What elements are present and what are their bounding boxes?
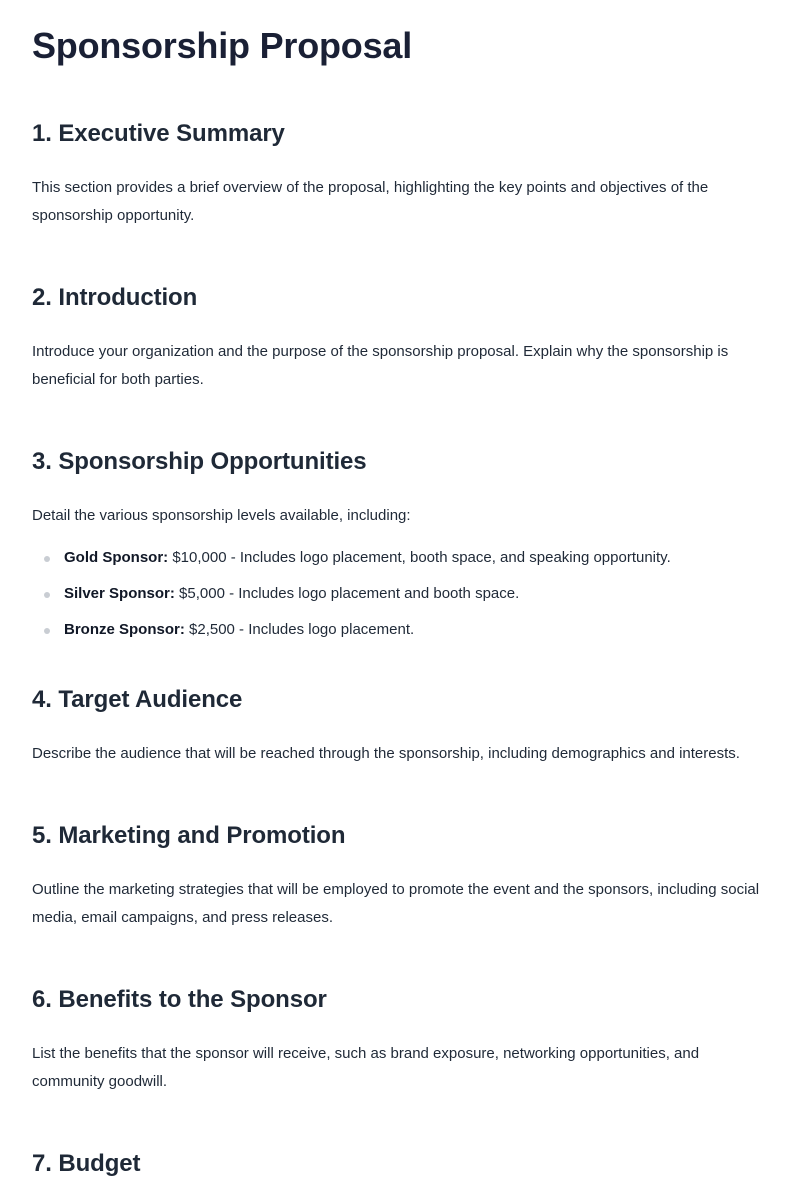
section-introduction <box>32 282 768 394</box>
list-item-bronze-sponsor <box>32 620 768 640</box>
sponsorship-levels-list <box>32 548 768 640</box>
section-heading: 2. Introduction <box>32 284 198 311</box>
section-heading: 3. Sponsorship Opportunities <box>32 448 367 475</box>
section-paragraph: Detail the various sponsorship levels available, including: <box>32 507 411 524</box>
section-heading: 5. Marketing and Promotion <box>32 822 346 849</box>
section-paragraph: Introduce your organization and the purpose of the sponsorship proposal. Explain why the sponsorship is beneficial for both parties. <box>32 343 729 388</box>
list-item-gold-sponsor <box>32 548 768 568</box>
list-item-text: $2,500 - Includes logo placement. <box>184 621 415 638</box>
list-item-label: Gold Sponsor: <box>64 549 169 566</box>
bullet-dot-icon <box>44 628 50 634</box>
section-sponsorship-opportunities <box>32 446 768 640</box>
section-executive-summary <box>32 118 768 230</box>
section-benefits-to-the-sponsor <box>32 984 768 1096</box>
section-budget <box>32 1148 768 1180</box>
bullet-dot-icon <box>44 592 50 598</box>
page-title: Sponsorship Proposal <box>32 25 413 66</box>
bullet-dot-icon <box>44 556 50 562</box>
list-item-label: Bronze Sponsor: <box>64 621 185 638</box>
section-paragraph: Describe the audience that will be reached through the sponsorship, including demographics and interests. <box>32 745 740 762</box>
section-paragraph: This section provides a brief overview of the proposal, highlighting the key points and objectives of the sponsorship opportunity. <box>32 179 709 224</box>
section-paragraph: Outline the marketing strategies that will be employed to promote the event and the sponsors, including social media, email campaigns, and press releases. <box>32 881 760 926</box>
list-item-label: Silver Sponsor: <box>64 585 175 602</box>
section-paragraph: List the benefits that the sponsor will receive, such as brand exposure, networking opportunities, and community goodwill. <box>32 1045 700 1090</box>
section-heading: 6. Benefits to the Sponsor <box>32 986 327 1013</box>
list-item-text: $5,000 - Includes logo placement and booth space. <box>174 585 520 602</box>
list-item-silver-sponsor <box>32 584 768 604</box>
section-marketing-and-promotion <box>32 820 768 932</box>
list-item-text: $10,000 - Includes logo placement, booth space, and speaking opportunity. <box>168 549 671 566</box>
section-heading: 1. Executive Summary <box>32 120 285 147</box>
section-target-audience <box>32 684 768 768</box>
section-heading: 7. Budget <box>32 1150 141 1177</box>
section-heading: 4. Target Audience <box>32 686 243 713</box>
